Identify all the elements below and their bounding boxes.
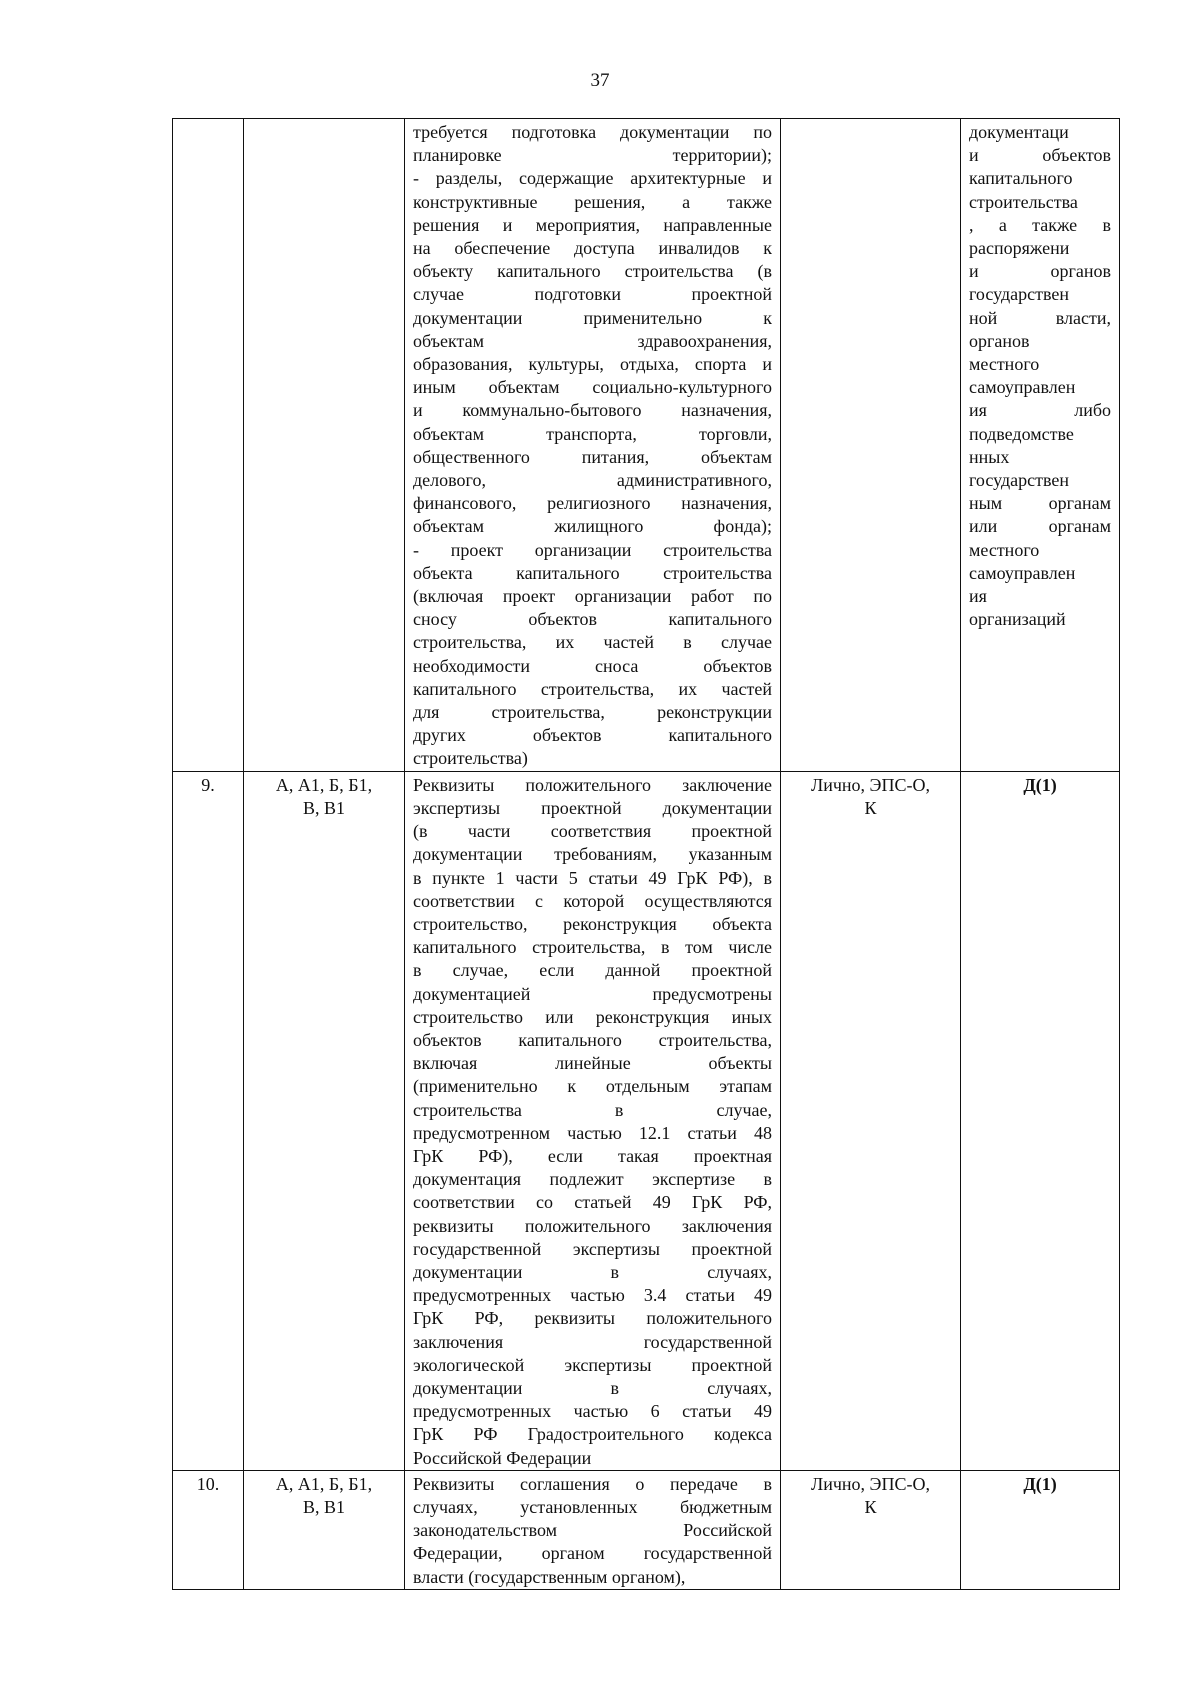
description-line: соответствии с которой осуществляются: [413, 890, 772, 911]
table-row: [173, 771, 1120, 1470]
description-line: необходимости сноса объектов: [413, 655, 772, 676]
description-line: экспертизы проектной документации: [413, 797, 772, 818]
description-line: для строительства, реконструкции: [413, 702, 772, 723]
source-line: или органам: [969, 516, 1111, 537]
document-description: [405, 119, 781, 772]
source-line: ия либо: [969, 400, 1111, 421]
requirements-table: [172, 118, 1120, 1590]
description-line: власти (государственным органом),: [413, 1566, 686, 1587]
description-line: в случае, если данной проектной: [413, 960, 772, 981]
description-line: делового, административного,: [413, 470, 772, 491]
source-line: подведомстве: [969, 423, 1074, 444]
source-line: ной власти,: [969, 307, 1111, 328]
description-line: строительство или реконструкция иных: [413, 1006, 772, 1027]
description-line: ГрК РФ), если такая проектная: [413, 1145, 772, 1166]
submission-method: [781, 1470, 961, 1589]
description-line: объекта капитального строительства: [413, 562, 772, 583]
description-line: (применительно к отдельным этапам: [413, 1076, 772, 1097]
category-line: А, А1, Б, Б1,: [275, 1473, 373, 1494]
description-line: и коммунально-бытового назначения,: [413, 400, 772, 421]
method-line: К: [864, 1496, 877, 1517]
description-line: предусмотренных частью 6 статьи 49: [413, 1401, 772, 1422]
description-line: конструктивные решения, а также: [413, 191, 772, 212]
description-line: предусмотренных частью 3.4 статьи 49: [413, 1285, 772, 1306]
description-line: общественного питания, объектам: [413, 446, 772, 467]
description-line: в пункте 1 части 5 статьи 49 ГрК РФ), в: [413, 867, 772, 888]
submission-method: [781, 771, 961, 1470]
description-line: других объектов капитального: [413, 725, 772, 746]
description-line: случаях, установленных бюджетным: [413, 1496, 772, 1517]
description-line: реквизиты положительного заключения: [413, 1215, 772, 1236]
document-source: [961, 119, 1120, 772]
description-line: объектов капитального строительства,: [413, 1029, 772, 1050]
description-line: сносу объектов капитального: [413, 609, 772, 630]
source-line: и объектов: [969, 145, 1111, 166]
description-line: соответствии со статьей 49 ГрК РФ,: [413, 1192, 772, 1213]
source-line: государствен: [969, 284, 1070, 305]
description-line: документации в случаях,: [413, 1261, 772, 1282]
source-line: и органов: [969, 261, 1111, 282]
description-line: случае подготовки проектной: [413, 284, 772, 305]
source-line: местного: [969, 354, 1040, 375]
description-line: - проект организации строительства: [413, 539, 772, 560]
row-number: [173, 119, 244, 772]
description-line: строительства): [413, 748, 528, 769]
source-line: распоряжени: [969, 238, 1070, 259]
document-code: Д(1): [961, 771, 1120, 1470]
source-line: организаций: [969, 609, 1066, 630]
description-line: Реквизиты соглашения о передаче в: [413, 1473, 772, 1494]
description-line: объектам транспорта, торговли,: [413, 423, 772, 444]
description-line: (в части соответствия проектной: [413, 821, 772, 842]
table-row: [173, 119, 1120, 772]
description-line: заключения государственной: [413, 1331, 772, 1352]
description-line: требуется подготовка документации по: [413, 122, 772, 142]
category-line: В, В1: [302, 797, 345, 818]
source-line: ия: [969, 586, 987, 607]
description-line: документации применительно к: [413, 307, 772, 328]
applicant-categories: [244, 1470, 405, 1589]
source-line: местного: [969, 539, 1040, 560]
description-line: документация подлежит экспертизе в: [413, 1169, 772, 1190]
description-line: финансового, религиозного назначения,: [413, 493, 772, 514]
document-description: [405, 771, 781, 1470]
source-line: документаци: [969, 122, 1069, 142]
description-line: строительство, реконструкция объекта: [413, 913, 772, 934]
description-line: (включая проект организации работ по: [413, 586, 772, 607]
description-line: капитального строительства, в том числе: [413, 937, 772, 958]
description-line: законодательством Российской: [413, 1520, 772, 1541]
description-line: строительства в случае,: [413, 1099, 772, 1120]
description-line: иным объектам социально-культурного: [413, 377, 772, 398]
description-line: решения и мероприятия, направленные: [413, 214, 772, 235]
method-line: Лично, ЭПС-О,: [811, 1473, 930, 1494]
description-line: образования, культуры, отдыха, спорта и: [413, 354, 772, 375]
description-line: предусмотренном частью 12.1 статьи 48: [413, 1122, 772, 1143]
description-line: включая линейные объекты: [413, 1053, 772, 1074]
source-line: государствен: [969, 470, 1070, 491]
source-line: самоуправлен: [969, 562, 1076, 583]
source-line: органов: [969, 330, 1030, 351]
source-line: ным органам: [969, 493, 1111, 514]
category-line: А, А1, Б, Б1,: [275, 774, 373, 795]
description-line: экологической экспертизы проектной: [413, 1354, 772, 1375]
description-line: документации в случаях,: [413, 1377, 772, 1398]
document-code: Д(1): [961, 1470, 1120, 1589]
method-line: К: [864, 797, 877, 818]
applicant-categories: [244, 771, 405, 1470]
description-line: объектам здравоохранения,: [413, 330, 772, 351]
description-line: Федерации, органом государственной: [413, 1543, 772, 1564]
submission-method: [781, 119, 961, 772]
description-line: документации требованиям, указанным: [413, 844, 772, 865]
source-line: капитального: [969, 168, 1073, 189]
description-line: на обеспечение доступа инвалидов к: [413, 238, 772, 259]
description-line: - разделы, содержащие архитектурные и: [413, 168, 772, 189]
applicant-categories: [244, 119, 405, 772]
source-line: самоуправлен: [969, 377, 1076, 398]
description-line: государственной экспертизы проектной: [413, 1238, 772, 1259]
page-number: 37: [590, 70, 610, 91]
row-number: 10.: [173, 1470, 244, 1589]
table-row: [173, 1470, 1120, 1589]
description-line: документацией предусмотрены: [413, 983, 772, 1004]
source-line: строительства: [969, 191, 1078, 212]
description-line: объекту капитального строительства (в: [413, 261, 772, 282]
row-number: 9.: [173, 771, 244, 1470]
description-line: планировке территории);: [413, 145, 772, 166]
category-line: В, В1: [302, 1496, 345, 1517]
description-line: строительства, их частей в случае: [413, 632, 772, 653]
description-line: Российской Федерации: [413, 1447, 592, 1468]
description-line: ГрК РФ Градостроительного кодекса: [413, 1424, 772, 1445]
document-description: [405, 1470, 781, 1589]
description-line: капитального строительства, их частей: [413, 678, 772, 699]
description-line: объектам жилищного фонда);: [413, 516, 772, 537]
source-line: , а также в: [969, 214, 1111, 235]
source-line: нных: [969, 446, 1010, 467]
description-line: Реквизиты положительного заключение: [413, 774, 772, 795]
method-line: Лично, ЭПС-О,: [811, 774, 930, 795]
description-line: ГрК РФ, реквизиты положительного: [413, 1308, 772, 1329]
